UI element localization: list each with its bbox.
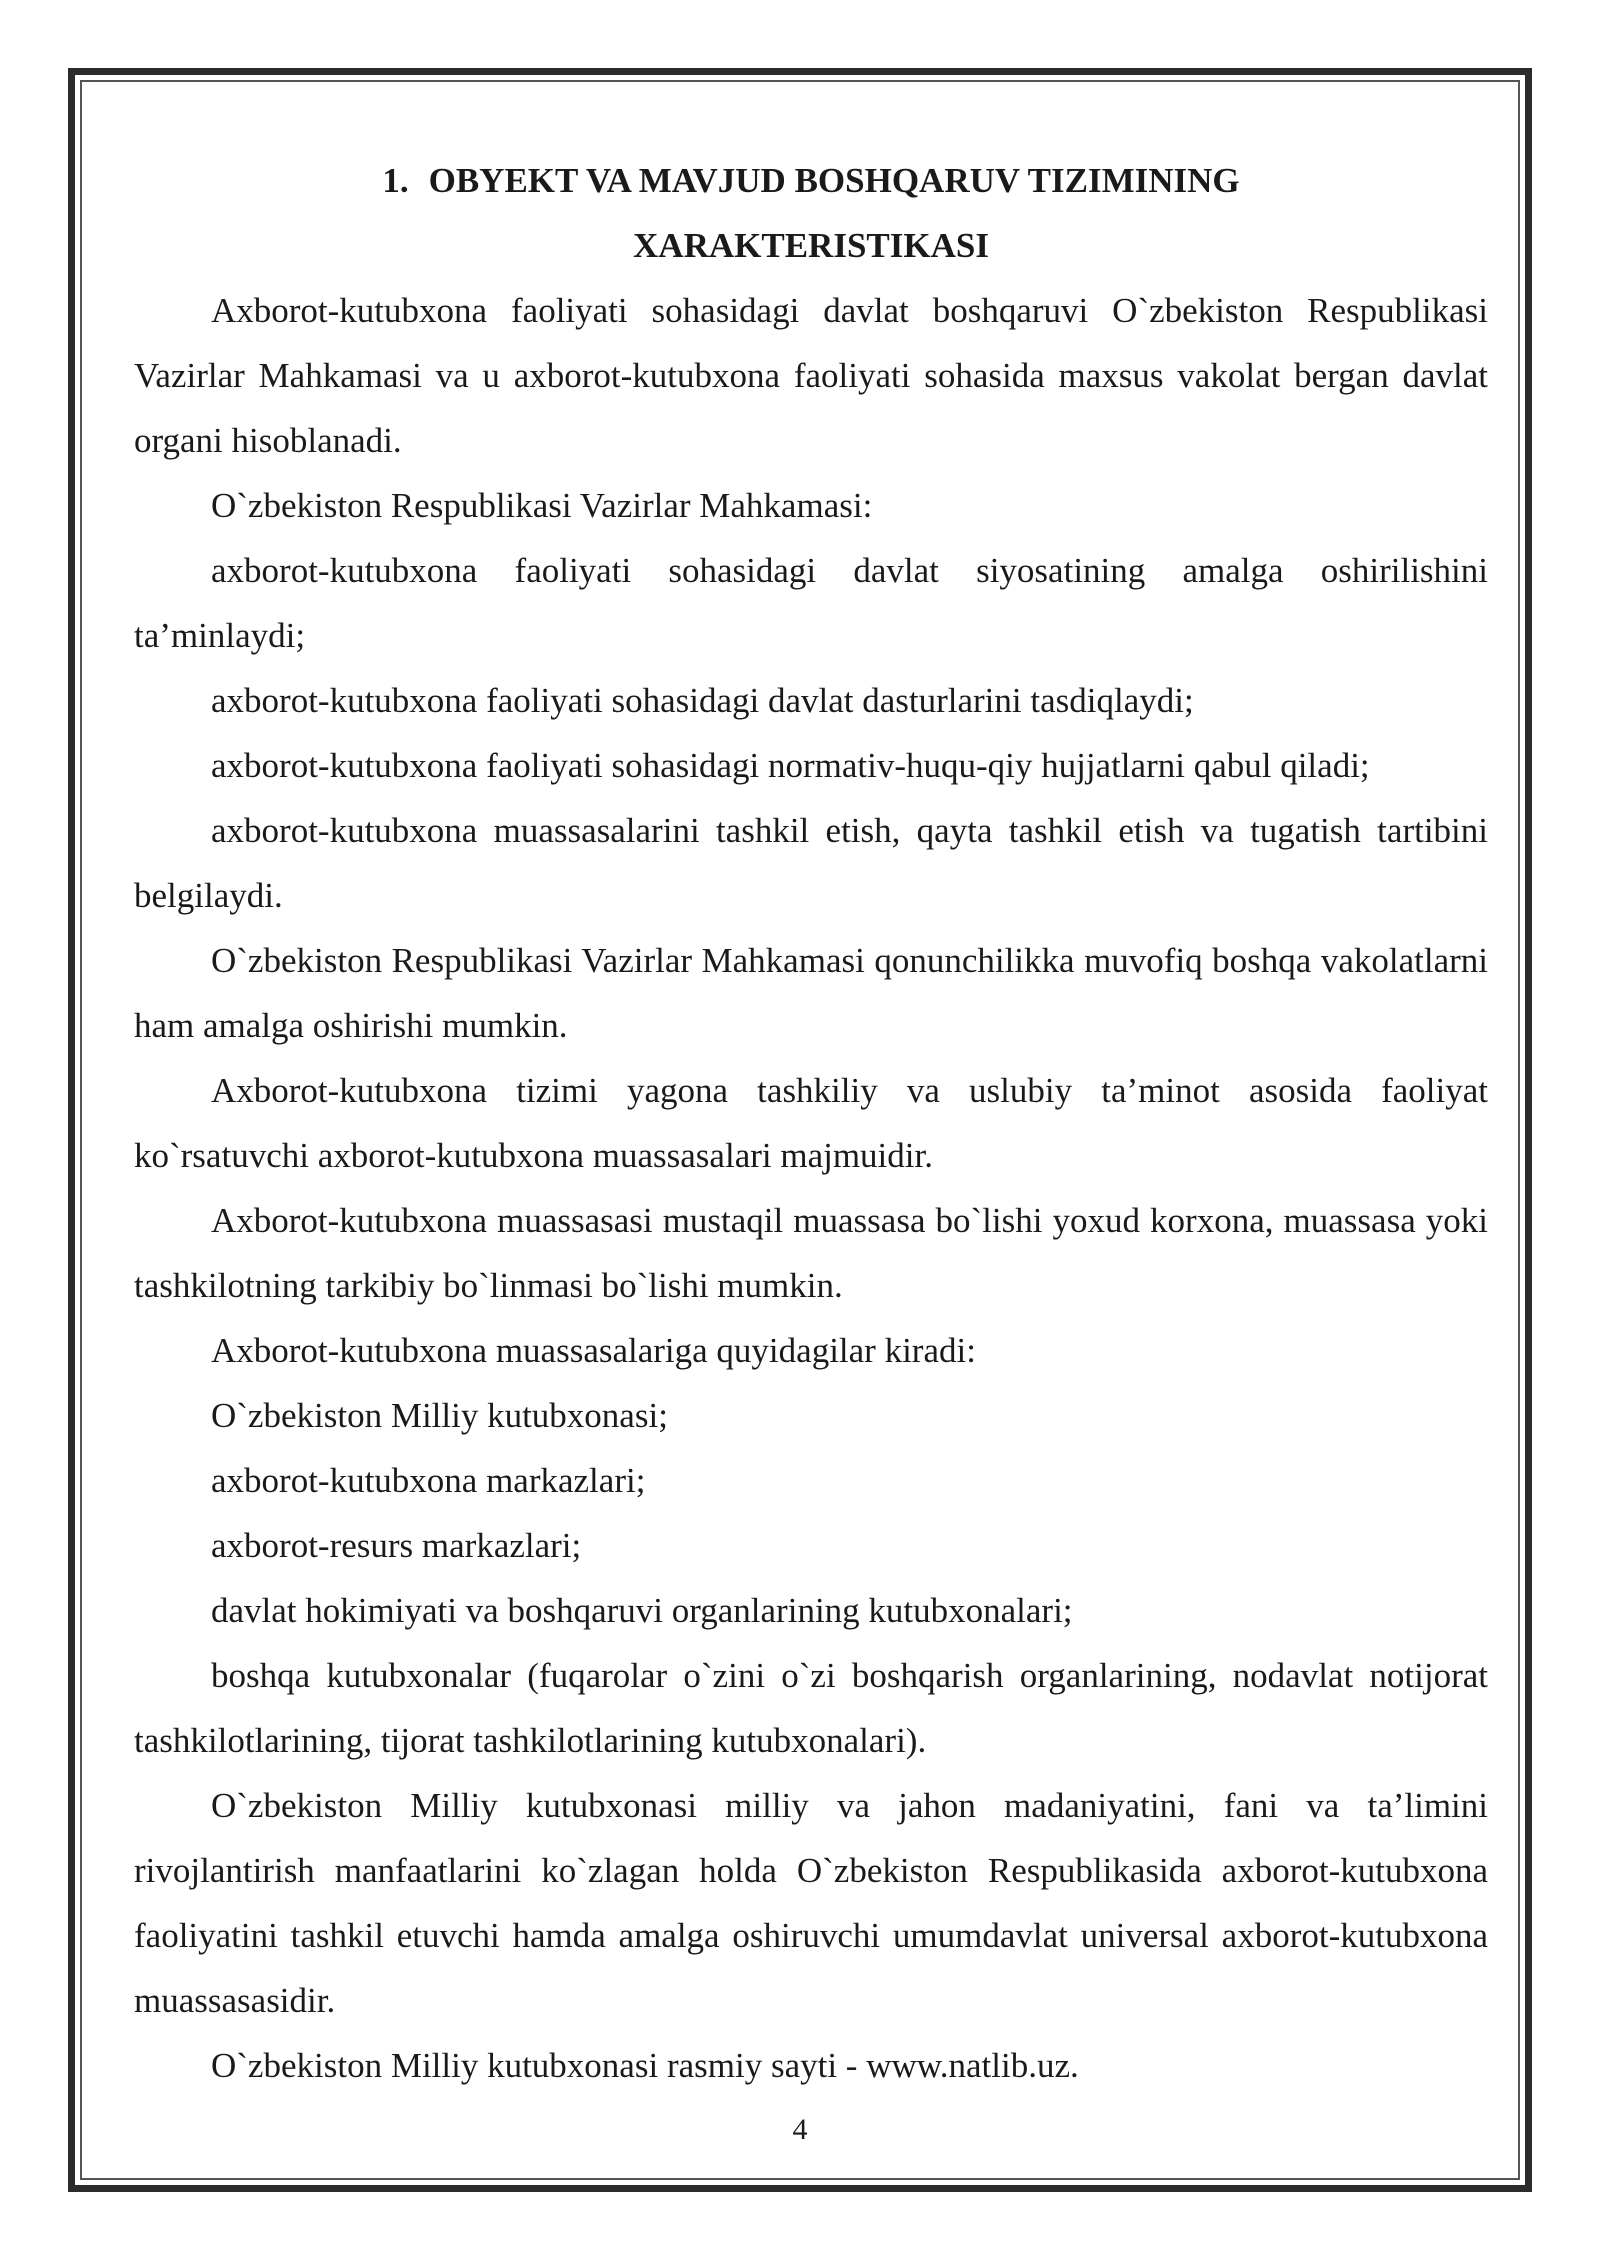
- document-body: [134, 148, 1488, 2098]
- paragraph-14: davlat hokimiyati va boshqaruvi organlarining kutubxonalari;: [211, 1591, 1073, 1630]
- section-heading-line-1: OBYEKT VA MAVJUD BOSHQARUV TIZIMINING: [428, 161, 1240, 200]
- page-number: 4: [792, 2113, 808, 2146]
- paragraph-11: O`zbekiston Milliy kutubxonasi;: [211, 1396, 668, 1435]
- paragraph-17: O`zbekiston Milliy kutubxonasi rasmiy sayti - www.natlib.uz.: [211, 2046, 1079, 2085]
- section-number: 1.: [382, 161, 409, 200]
- paragraph-2: O`zbekiston Respublikasi Vazirlar Mahkamasi:: [211, 486, 873, 525]
- paragraph-12: axborot-kutubxona markazlari;: [211, 1461, 646, 1500]
- paragraph-15: boshqa kutubxonalar (fuqarolar o`zini o`zi boshqarish organlarining, nodavlat notijorat tashkilotlarining, tijorat tashkilotlarining kutubxonalari).: [134, 1656, 1488, 1760]
- paragraph-3: axborot-kutubxona faoliyati sohasidagi davlat siyosatining amalga oshirilishini ta’minlaydi;: [134, 551, 1488, 655]
- paragraph-5: axborot-kutubxona faoliyati sohasidagi normativ-huqu-qiy hujjatlarni qabul qiladi;: [211, 746, 1370, 785]
- section-heading: [134, 148, 1488, 278]
- paragraph-1: Axborot-kutubxona faoliyati sohasidagi davlat boshqaruvi O`zbekiston Respublikasi Vazirlar Mahkamasi va u axborot-kutubxona faoliyati sohasida maxsus vakolat bergan davlat organi hisoblanadi.: [134, 291, 1488, 460]
- paragraph-4: axborot-kutubxona faoliyati sohasidagi davlat dasturlarini tasdiqlaydi;: [211, 681, 1194, 720]
- paragraph-9: Axborot-kutubxona muassasasi mustaqil muassasa bo`lishi yoxud korxona, muassasa yoki tashkilotning tarkibiy bo`linmasi bo`lishi mumkin.: [134, 1201, 1488, 1305]
- paragraph-8: Axborot-kutubxona tizimi yagona tashkiliy va uslubiy ta’minot asosida faoliyat ko`rsatuvchi axborot-kutubxona muassasalari majmuidir.: [134, 1071, 1488, 1175]
- paragraph-16: O`zbekiston Milliy kutubxonasi milliy va jahon madaniyatini, fani va ta’limini rivojlantirish manfaatlarini ko`zlagan holda O`zbekiston Respublikasida axborot-kutubxona faoliyatini tashkil etuvchi hamda amalga oshiruvchi umumdavlat universal axborot-kutubxona muassasasidir.: [134, 1786, 1488, 2020]
- paragraph-10: Axborot-kutubxona muassasalariga quyidagilar kiradi:: [211, 1331, 976, 1370]
- paragraph-6: axborot-kutubxona muassasalarini tashkil etish, qayta tashkil etish va tugatish tartibini belgilaydi.: [134, 811, 1488, 915]
- section-heading-line-2: XARAKTERISTIKASI: [633, 226, 989, 265]
- paragraph-7: O`zbekiston Respublikasi Vazirlar Mahkamasi qonunchilikka muvofiq boshqa vakolatlarni ham amalga oshirishi mumkin.: [134, 941, 1488, 1045]
- paragraph-13: axborot-resurs markazlari;: [211, 1526, 582, 1565]
